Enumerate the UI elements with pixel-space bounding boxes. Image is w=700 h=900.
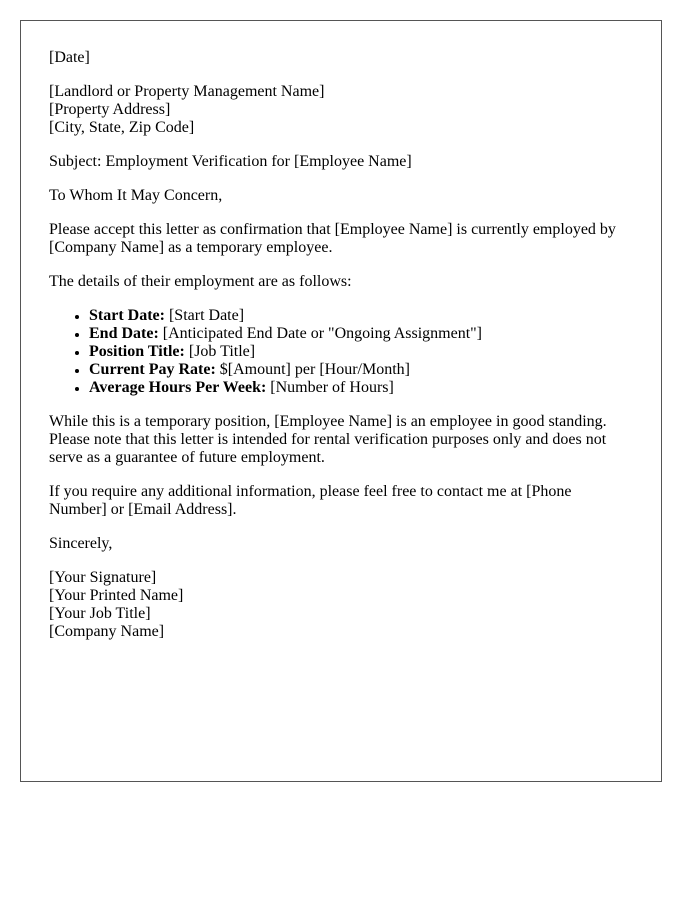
- detail-value: [Job Title]: [184, 343, 256, 360]
- detail-value: [Number of Hours]: [266, 379, 394, 396]
- letter-date: [Date]: [49, 49, 90, 66]
- list-item: [89, 325, 633, 343]
- job-title: [Your Job Title]: [49, 605, 151, 622]
- detail-value: $[Amount] per [Hour/Month]: [215, 361, 410, 378]
- list-item: [89, 343, 633, 361]
- detail-value: [Start Date]: [164, 307, 245, 324]
- recipient-address-block: [49, 83, 633, 137]
- detail-label: Current Pay Rate:: [89, 361, 216, 378]
- signature-block: [49, 569, 633, 641]
- detail-value: [Anticipated End Date or "Ongoing Assignment"]: [158, 325, 483, 342]
- company-name: [Company Name]: [49, 623, 165, 640]
- recipient-city-state-zip: [City, State, Zip Code]: [49, 119, 195, 136]
- list-item: [89, 361, 633, 379]
- standing-paragraph: While this is a temporary position, [Employee Name] is an employee in good standing. Please note that this letter is intended for rental verification purposes only and does not serve as a guarantee of future employment.: [49, 413, 607, 466]
- signature-placeholder: [Your Signature]: [49, 569, 157, 586]
- closing: Sincerely,: [49, 535, 113, 552]
- recipient-address: [Property Address]: [49, 101, 171, 118]
- detail-label: Start Date:: [89, 307, 165, 324]
- salutation: To Whom It May Concern,: [49, 187, 223, 204]
- subject-line: Subject: Employment Verification for [Employee Name]: [49, 153, 412, 170]
- list-item: [89, 307, 633, 325]
- contact-paragraph: If you require any additional information, please feel free to contact me at [Phone Number] or [Email Address].: [49, 483, 572, 518]
- detail-label: End Date:: [89, 325, 159, 342]
- intro-paragraph: Please accept this letter as confirmation that [Employee Name] is currently employed by [Company Name] as a temporary employee.: [49, 221, 616, 256]
- date-block: [49, 49, 633, 67]
- list-item: [89, 379, 633, 397]
- letter-page: [20, 20, 662, 782]
- recipient-name: [Landlord or Property Management Name]: [49, 83, 325, 100]
- employment-details-list: [49, 307, 633, 397]
- details-intro: The details of their employment are as follows:: [49, 273, 352, 290]
- detail-label: Average Hours Per Week:: [89, 379, 267, 396]
- printed-name: [Your Printed Name]: [49, 587, 184, 604]
- detail-label: Position Title:: [89, 343, 185, 360]
